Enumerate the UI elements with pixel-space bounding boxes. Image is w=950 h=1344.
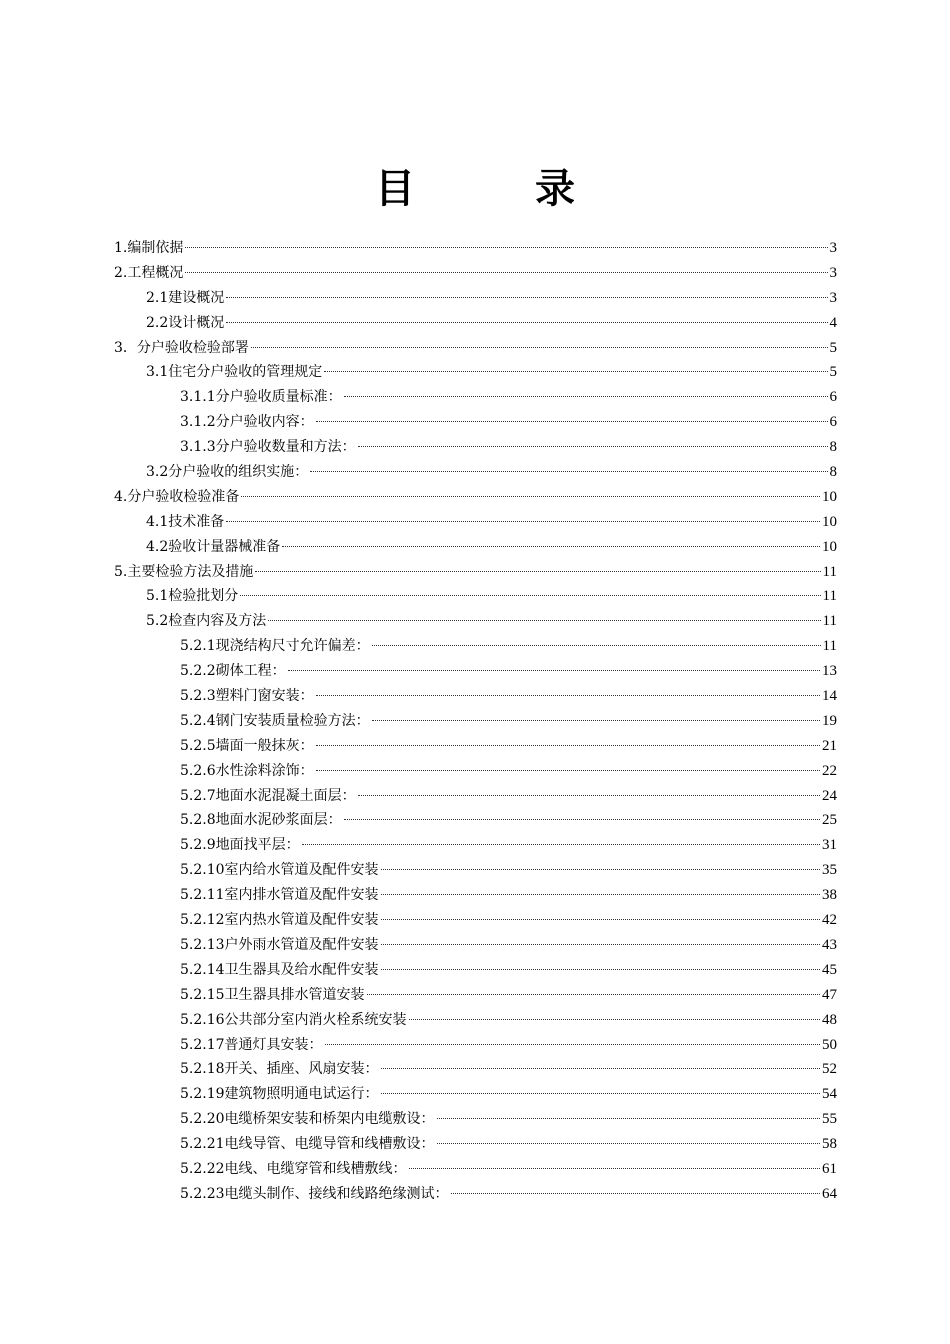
toc-entry[interactable]	[114, 460, 837, 485]
toc-leader-dots	[316, 421, 828, 422]
toc-entry[interactable]	[114, 833, 837, 858]
toc-entry-page-number: 61	[822, 1160, 837, 1177]
toc-entry-label: 5.2.23电缆头制作、接线和线路绝缘测试：	[180, 1185, 449, 1202]
toc-leader-dots	[288, 670, 820, 671]
toc-entry-label: 5.2.21电线导管、电缆导管和线槽敷设：	[180, 1136, 435, 1153]
toc-leader-dots	[324, 371, 827, 372]
toc-leader-dots	[226, 521, 820, 522]
toc-entry[interactable]	[114, 360, 837, 385]
toc-leader-dots	[316, 745, 820, 746]
toc-entry-page-number: 58	[822, 1136, 837, 1153]
toc-entry-label: 3.1.3分户验收数量和方法：	[180, 439, 356, 456]
toc-entry[interactable]	[114, 983, 837, 1008]
toc-entry-page-number: 11	[822, 613, 837, 630]
toc-entry[interactable]	[114, 485, 837, 510]
toc-leader-dots	[451, 1193, 820, 1194]
toc-entry-label: 3.1住宅分户验收的管理规定	[146, 364, 323, 381]
toc-entry-page-number: 8	[829, 439, 837, 456]
toc-leader-dots	[325, 1044, 820, 1045]
toc-leader-dots	[372, 645, 821, 646]
toc-entry-page-number: 45	[822, 961, 837, 978]
toc-entry-label: 5.2.13户外雨水管道及配件安装	[180, 936, 379, 953]
toc-entry-label: 5.2.15卫生器具排水管道安装	[180, 986, 365, 1003]
toc-entry-page-number: 10	[822, 488, 837, 505]
toc-leader-dots	[185, 272, 827, 273]
toc-entry[interactable]	[114, 958, 837, 983]
toc-entry-label: 5.2.16公共部分室内消火栓系统安装	[180, 1011, 407, 1028]
toc-entry-page-number: 50	[822, 1036, 837, 1053]
toc-leader-dots	[381, 869, 820, 870]
toc-entry-page-number: 22	[822, 762, 837, 779]
toc-entry-label: 5.2.12室内热水管道及配件安装	[180, 912, 379, 929]
toc-entry-label: 2.工程概况	[114, 264, 184, 281]
toc-leader-dots	[437, 1118, 820, 1119]
toc-entry-label: 5.2.8地面水泥砂浆面层：	[180, 812, 342, 829]
toc-entry[interactable]	[114, 311, 837, 336]
toc-entry-page-number: 35	[822, 862, 837, 879]
table-of-contents	[114, 236, 837, 1207]
toc-entry-page-number: 5	[829, 364, 837, 381]
toc-entry-page-number: 6	[829, 389, 837, 406]
toc-entry[interactable]	[114, 1107, 837, 1132]
toc-entry-page-number: 47	[822, 986, 837, 1003]
toc-entry-label: 5.2.17普通灯具安装：	[180, 1036, 323, 1053]
toc-entry-label: 5.2.6水性涂料涂饰：	[180, 762, 314, 779]
toc-leader-dots	[241, 496, 820, 497]
toc-entry-label: 5.2.3塑料门窗安装：	[180, 688, 314, 705]
toc-entry[interactable]	[114, 734, 837, 759]
toc-entry-label: 2.1建设概况	[146, 289, 225, 306]
toc-leader-dots	[185, 247, 827, 248]
toc-leader-dots	[381, 944, 820, 945]
toc-entry-page-number: 10	[822, 538, 837, 555]
toc-entry-page-number: 42	[822, 912, 837, 929]
toc-entry-label: 5.2.20电缆桥架安装和桥架内电缆敷设：	[180, 1111, 435, 1128]
toc-entry-page-number: 11	[822, 588, 837, 605]
toc-leader-dots	[381, 1068, 820, 1069]
toc-entry-label: 5.2.2砌体工程：	[180, 663, 286, 680]
toc-entry[interactable]	[114, 560, 837, 585]
toc-leader-dots	[358, 795, 820, 796]
toc-entry[interactable]	[114, 286, 837, 311]
toc-entry[interactable]	[114, 634, 837, 659]
toc-entry-label: 5.2.7地面水泥混凝土面层：	[180, 787, 356, 804]
toc-entry-label: 5.2.10室内给水管道及配件安装	[180, 862, 379, 879]
toc-entry-label: 3.1.1分户验收质量标准：	[180, 389, 342, 406]
toc-entry-page-number: 11	[822, 563, 837, 580]
toc-entry-label: 5.2检查内容及方法	[146, 613, 267, 630]
toc-entry-page-number: 11	[822, 638, 837, 655]
toc-entry[interactable]	[114, 933, 837, 958]
toc-entry-page-number: 54	[822, 1086, 837, 1103]
toc-leader-dots	[437, 1143, 820, 1144]
toc-entry[interactable]	[114, 858, 837, 883]
toc-leader-dots	[409, 1168, 820, 1169]
toc-entry-page-number: 25	[822, 812, 837, 829]
toc-entry[interactable]	[114, 261, 837, 286]
toc-leader-dots	[381, 969, 820, 970]
toc-entry-page-number: 24	[822, 787, 837, 804]
toc-entry-page-number: 64	[822, 1185, 837, 1202]
toc-entry-label: 5.2.18开关、插座、风扇安装：	[180, 1061, 379, 1078]
toc-leader-dots	[302, 844, 820, 845]
toc-entry-page-number: 6	[829, 414, 837, 431]
toc-entry-label: 5.2.1现浇结构尺寸允许偏差：	[180, 638, 370, 655]
toc-entry-page-number: 4	[829, 314, 837, 331]
toc-entry-label: 4.2验收计量器械准备	[146, 538, 281, 555]
toc-leader-dots	[344, 819, 820, 820]
toc-entry[interactable]	[114, 385, 837, 410]
toc-entry[interactable]	[114, 1182, 837, 1207]
toc-entry[interactable]	[114, 535, 837, 560]
toc-entry-label: 5.2.14卫生器具及给水配件安装	[180, 961, 379, 978]
toc-entry[interactable]	[114, 1008, 837, 1033]
toc-leader-dots	[358, 446, 828, 447]
toc-leader-dots	[240, 595, 820, 596]
toc-entry-page-number: 14	[822, 688, 837, 705]
toc-leader-dots	[310, 471, 827, 472]
toc-leader-dots	[381, 1093, 820, 1094]
toc-entry-page-number: 38	[822, 887, 837, 904]
toc-entry-label: 1.编制依据	[114, 240, 184, 256]
toc-leader-dots	[268, 620, 820, 621]
toc-entry-page-number: 5	[829, 339, 837, 356]
toc-leader-dots	[316, 770, 820, 771]
toc-entry-page-number: 19	[822, 712, 837, 729]
toc-entry-label: 3．分户验收检验部署	[114, 339, 249, 356]
toc-entry-label: 3.1.2分户验收内容：	[180, 414, 314, 431]
toc-entry[interactable]	[114, 336, 837, 361]
toc-entry-label: 5.2.4钢门安装质量检验方法：	[180, 712, 370, 729]
toc-entry[interactable]	[114, 584, 837, 609]
toc-entry[interactable]	[114, 759, 837, 784]
toc-entry-label: 5.主要检验方法及措施	[114, 563, 254, 580]
toc-entry-page-number: 21	[822, 737, 837, 754]
toc-entry-label: 4.1技术准备	[146, 513, 225, 530]
toc-entry-label: 4.分户验收检验准备	[114, 488, 240, 505]
toc-entry[interactable]	[114, 709, 837, 734]
toc-entry[interactable]	[114, 684, 837, 709]
toc-entry[interactable]	[114, 510, 837, 535]
toc-entry[interactable]	[114, 883, 837, 908]
toc-entry[interactable]	[114, 1157, 837, 1182]
toc-entry-page-number: 31	[822, 837, 837, 854]
toc-entry[interactable]	[114, 808, 837, 833]
toc-entry-page-number: 3	[829, 264, 837, 281]
toc-entry[interactable]	[114, 410, 837, 435]
toc-entry-label: 5.2.5墙面一般抹灰：	[180, 737, 314, 754]
toc-leader-dots	[381, 894, 820, 895]
toc-leader-dots	[255, 571, 820, 572]
toc-entry-label: 3.2分户验收的组织实施：	[146, 464, 309, 481]
toc-leader-dots	[409, 1019, 820, 1020]
toc-entry[interactable]	[114, 435, 837, 460]
toc-entry-label: 5.2.9地面找平层：	[180, 837, 300, 854]
toc-entry[interactable]	[114, 609, 837, 634]
toc-entry-label: 5.2.22电线、电缆穿管和线槽敷线：	[180, 1160, 407, 1177]
toc-entry[interactable]	[114, 1033, 837, 1058]
toc-leader-dots	[316, 695, 820, 696]
toc-entry[interactable]	[114, 659, 837, 684]
toc-entry-page-number: 8	[829, 464, 837, 481]
toc-leader-dots	[367, 994, 820, 995]
toc-entry[interactable]	[114, 908, 837, 933]
toc-entry[interactable]	[114, 1057, 837, 1082]
toc-entry[interactable]	[114, 1132, 837, 1157]
page-title: 目 录	[375, 165, 615, 212]
toc-entry-label: 5.2.19建筑物照明通电试运行：	[180, 1086, 379, 1103]
toc-entry-label: 5.1检验批划分	[146, 588, 239, 605]
toc-entry[interactable]	[114, 784, 837, 809]
toc-entry-page-number: 55	[822, 1111, 837, 1128]
toc-leader-dots	[282, 546, 820, 547]
toc-leader-dots	[226, 297, 827, 298]
toc-entry-page-number: 3	[829, 240, 837, 256]
toc-leader-dots	[226, 322, 827, 323]
toc-entry-page-number: 52	[822, 1061, 837, 1078]
toc-leader-dots	[344, 396, 828, 397]
toc-entry[interactable]	[114, 236, 837, 261]
toc-entry-label: 5.2.11室内排水管道及配件安装	[180, 887, 379, 904]
toc-leader-dots	[381, 919, 820, 920]
toc-entry-page-number: 48	[822, 1011, 837, 1028]
toc-entry-page-number: 3	[829, 289, 837, 306]
toc-entry[interactable]	[114, 1082, 837, 1107]
toc-entry-page-number: 13	[822, 663, 837, 680]
toc-leader-dots	[372, 720, 820, 721]
toc-leader-dots	[251, 347, 828, 348]
toc-entry-page-number: 43	[822, 936, 837, 953]
toc-entry-label: 2.2设计概况	[146, 314, 225, 331]
toc-entry-page-number: 10	[822, 513, 837, 530]
